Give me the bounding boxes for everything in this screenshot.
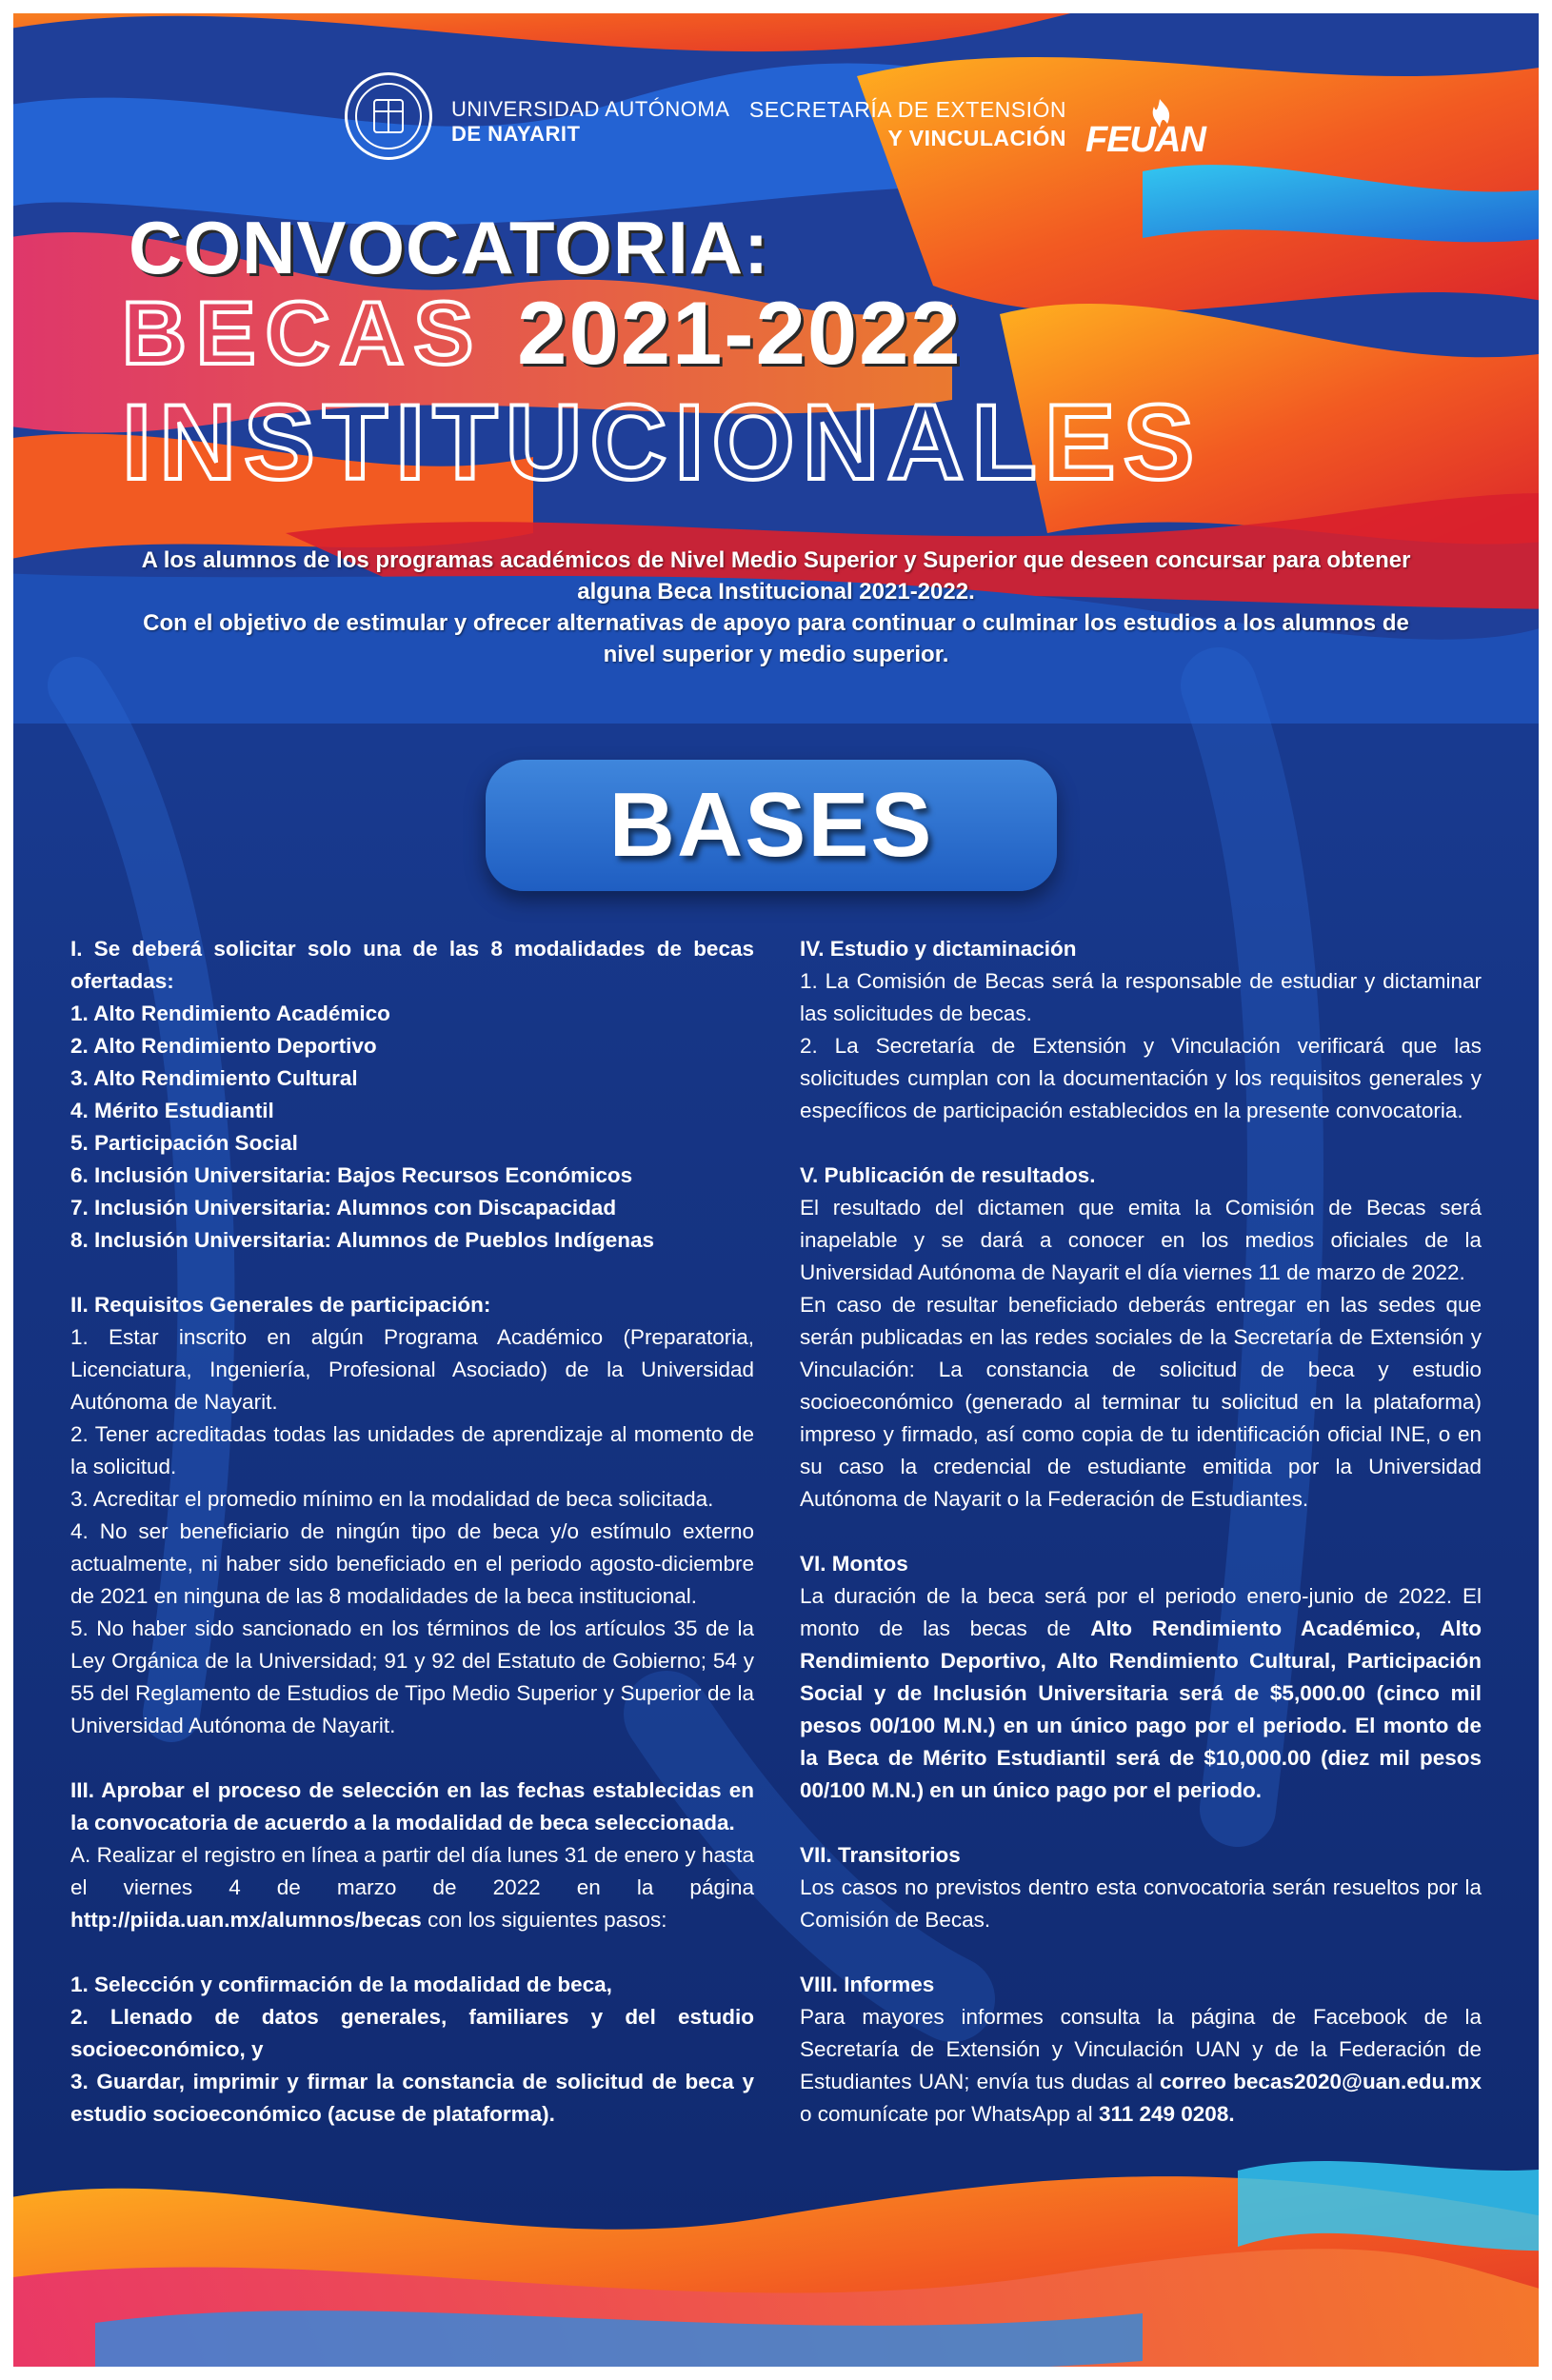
estudio-item: 1. La Comisión de Becas será la responsable de estudiar y dictaminar las solicitudes de becas. bbox=[800, 969, 1482, 1025]
section1-heading: I. Se deberá solicitar solo una de las 8 modalidades de becas ofertadas: bbox=[70, 937, 754, 993]
registro-text: A. Realizar el registro en línea a partir del día lunes 31 de enero y hasta el viernes 4 de marzo de 2022 en la página bbox=[70, 1843, 754, 1899]
bases-column-right bbox=[800, 933, 1482, 2131]
modalidad-item: 7. Inclusión Universitaria: Alumnos con Discapacidad bbox=[70, 1196, 617, 1220]
transitorios-text: Los casos no previstos dentro esta convocatoria serán resueltos por la Comisión de Becas. bbox=[800, 1875, 1482, 1932]
intro-paragraph-2: Con el objetivo de estimular y ofrecer alternativas de apoyo para continuar o culminar los estudios a los alumnos de nivel superior y medio superior. bbox=[143, 610, 1409, 667]
feuan-logo-text: FEUAN bbox=[1085, 120, 1205, 160]
contact-phone[interactable]: 311 249 0208. bbox=[1098, 2102, 1235, 2126]
title-institucionales: INSTITUCIONALES bbox=[122, 383, 1203, 502]
modalidad-item: 3. Alto Rendimiento Cultural bbox=[70, 1066, 358, 1090]
title-year: 2021-2022 bbox=[517, 283, 963, 383]
bases-banner bbox=[486, 760, 1057, 891]
paso-item: 3. Guardar, imprimir y firmar la constancia de solicitud de beca y estudio socioeconómico (acuse de plataforma). bbox=[70, 2070, 754, 2126]
resultados-paragraph-2: En caso de resultar beneficiado deberás entregar en las sedes que serán publicadas en las redes sociales de la Secretaría de Extensión y Vinculación: La constancia de solicitud de beca y estudio socioeconómico (generado al terminar tu solicitud en la plataforma) impreso y firmado, así como copia de tu identificación oficial INE, o en su caso la credencial de estudiante emitida por la Universidad Autónoma de Nayarit o la Federación de Estudiantes. bbox=[800, 1293, 1482, 1511]
intro-text bbox=[133, 545, 1419, 670]
section8-heading: VIII. Informes bbox=[800, 1973, 935, 1996]
bases-column-left bbox=[70, 933, 754, 2131]
requisito-item: 3. Acreditar el promedio mínimo en la modalidad de beca solicitada. bbox=[70, 1487, 714, 1511]
university-name-line1: UNIVERSIDAD AUTÓNOMA bbox=[451, 97, 730, 121]
secretaria-name bbox=[743, 95, 1066, 152]
modalidad-item: 4. Mérito Estudiantil bbox=[70, 1099, 274, 1122]
modalidad-item: 6. Inclusión Universitaria: Bajos Recursos Económicos bbox=[70, 1163, 633, 1187]
university-seal-icon bbox=[345, 72, 432, 160]
informes-text-whatsapp: o comunícate por WhatsApp al bbox=[800, 2102, 1093, 2126]
title-becas: BECAS bbox=[122, 283, 484, 383]
registro-text-end: con los siguientes pasos: bbox=[428, 1908, 667, 1932]
estudio-item: 2. La Secretaría de Extensión y Vinculación verificará que las solicitudes cumplan con la documentación y los requisitos generales y específicos de participación establecidos en la presente convocatoria. bbox=[800, 1034, 1482, 1122]
section3-heading: III. Aprobar el proceso de selección en las fechas establecidas en la convocatoria de acuerdo a la modalidad de beca seleccionada. bbox=[70, 1778, 754, 1835]
section2-heading: II. Requisitos Generales de participación: bbox=[70, 1293, 491, 1317]
bases-label: BASES bbox=[608, 774, 934, 876]
university-name bbox=[451, 97, 729, 147]
secretaria-name-line1: SECRETARÍA DE EXTENSIÓN bbox=[748, 97, 1066, 122]
montos-bold-text: Alto Rendimiento Académico, Alto Rendimiento Deportivo, Alto Rendimiento Cultural, Participación Social y de Inclusión Universitaria será de $5,000.00 (cinco mil pesos 00/100 M.N.) en un único pago por el periodo. El monto de la Beca de Mérito Estudiantil será de $10,000.00 (diez mil pesos 00/100 M.N.) en un único pago por el periodo. bbox=[800, 1616, 1482, 1802]
informes-text: Para mayores informes consulta la página de Facebook de la Secretaría de Extensión y Vinculación UAN y de la Federación de Estudiantes UAN; envía tus dudas al bbox=[800, 2005, 1482, 2093]
intro-paragraph-1: A los alumnos de los programas académicos de Nivel Medio Superior y Superior que deseen concursar para obtener alguna Beca Institucional 2021-2022. bbox=[141, 547, 1411, 605]
registro-paragraph bbox=[70, 1839, 754, 1936]
modalidad-item: 8. Inclusión Universitaria: Alumnos de Pueblos Indígenas bbox=[70, 1228, 655, 1252]
section7-heading: VII. Transitorios bbox=[800, 1843, 961, 1867]
contact-email-link[interactable]: correo becas2020@uan.edu.mx bbox=[1160, 2070, 1482, 2093]
requisito-item: 4. No ser beneficiario de ningún tipo de beca y/o estímulo externo actualmente, ni haber sido beneficiado en el periodo agosto-diciembre de 2021 en ninguna de las 8 modalidades de la beca institucional. bbox=[70, 1519, 754, 1608]
resultados-paragraph-1: El resultado del dictamen que emita la Comisión de Becas será inapelable y se dará a conocer en los medios oficiales de la Universidad Autónoma de Nayarit el día viernes 11 de marzo de 2022. bbox=[800, 1196, 1482, 1284]
modalidad-item: 1. Alto Rendimiento Académico bbox=[70, 1002, 390, 1025]
paso-item: 1. Selección y confirmación de la modalidad de beca, bbox=[70, 1973, 612, 1996]
requisito-item: 1. Estar inscrito en algún Programa Académico (Preparatoria, Licenciatura, Ingeniería, Profesional Asociado) de la Universidad Autónoma de Nayarit. bbox=[70, 1325, 754, 1414]
secretaria-name-line2: Y VINCULACIÓN bbox=[887, 126, 1066, 150]
section6-heading: VI. Montos bbox=[800, 1552, 908, 1576]
title-convocatoria: CONVOCATORIA: bbox=[129, 206, 770, 289]
feuan-logo bbox=[1085, 97, 1228, 164]
header bbox=[0, 59, 1552, 173]
section5-heading: V. Publicación de resultados. bbox=[800, 1163, 1096, 1187]
modalidad-item: 5. Participación Social bbox=[70, 1131, 298, 1155]
registro-url-link[interactable]: http://piida.uan.mx/alumnos/becas bbox=[70, 1908, 422, 1932]
title-becas-line bbox=[122, 283, 963, 383]
requisito-item: 2. Tener acreditadas todas las unidades de aprendizaje al momento de la solicitud. bbox=[70, 1422, 754, 1478]
montos-paragraph bbox=[800, 1580, 1482, 1807]
modalidad-item: 2. Alto Rendimiento Deportivo bbox=[70, 1034, 377, 1058]
university-name-line2: DE NAYARIT bbox=[451, 122, 581, 146]
montos-text: La duración de la beca será por el periodo enero-junio de 2022. El monto de las becas de bbox=[800, 1584, 1482, 1640]
informes-paragraph bbox=[800, 2001, 1482, 2131]
requisito-item: 5. No haber sido sancionado en los términos de los artículos 35 de la Ley Orgánica de la Universidad; 91 y 92 del Estatuto de Gobierno; 54 y 55 del Reglamento de Estudios de Tipo Medio Superior y Superior de la Universidad Autónoma de Nayarit. bbox=[70, 1616, 754, 1737]
paso-item: 2. Llenado de datos generales, familiares y del estudio socioeconómico, y bbox=[70, 2005, 754, 2061]
section4-heading: IV. Estudio y dictaminación bbox=[800, 937, 1077, 961]
